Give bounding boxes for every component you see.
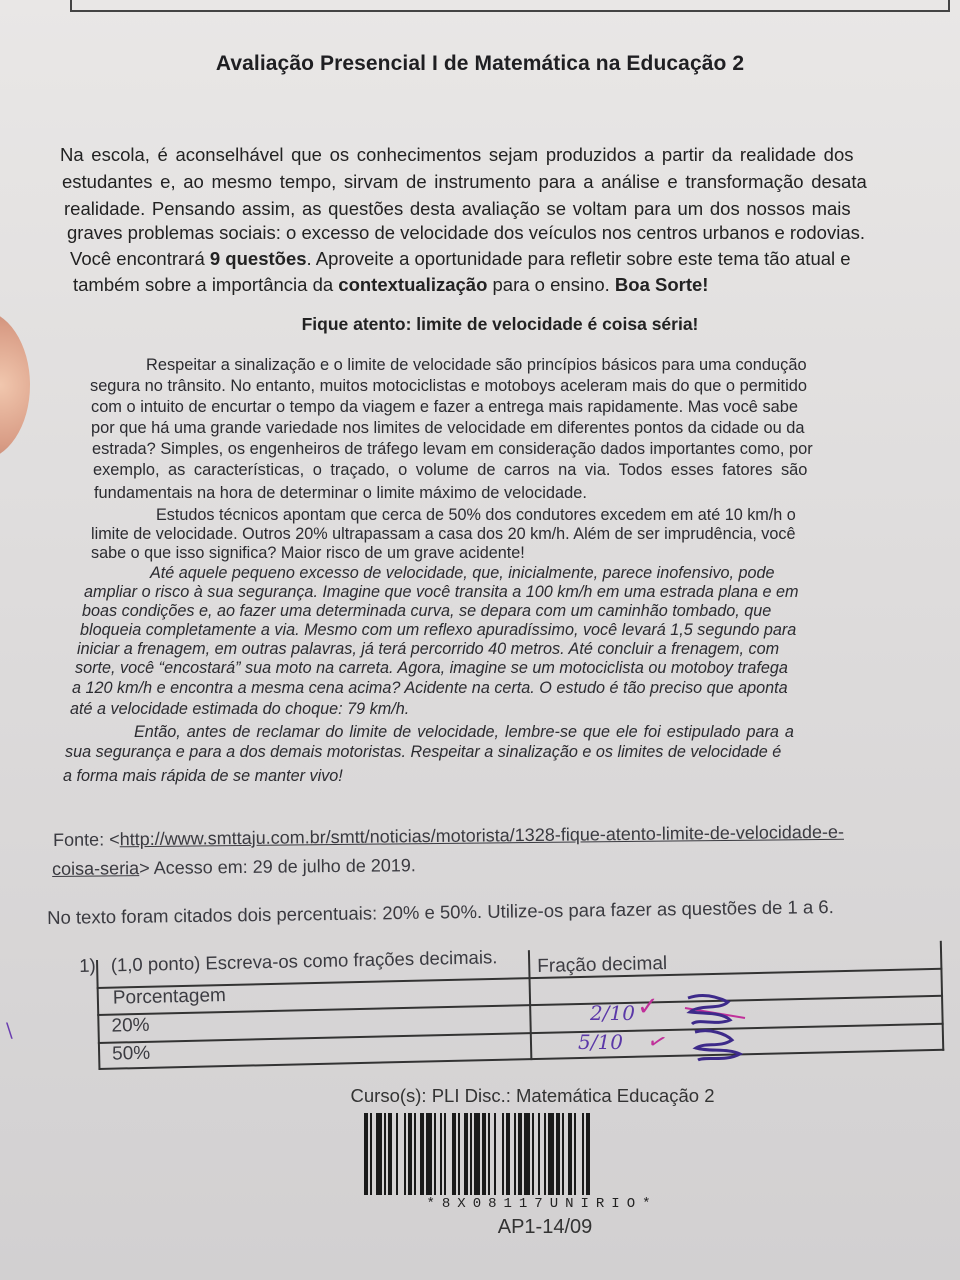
question-1-number: 1) bbox=[79, 954, 96, 976]
barcode-bar bbox=[452, 1113, 456, 1195]
barcode-bar bbox=[420, 1113, 424, 1195]
barcode-bar bbox=[514, 1113, 516, 1195]
barcode-bar bbox=[524, 1113, 530, 1195]
barcode-bar bbox=[574, 1113, 576, 1195]
answer-50-percent: 5/10 bbox=[578, 1030, 623, 1054]
article-p3-line: sorte, você “encostará” sua moto na carreta. Agora, imagine se um motociclista ou motoboy trafega bbox=[75, 659, 788, 677]
barcode-bar bbox=[488, 1113, 490, 1195]
barcode-icon bbox=[362, 1113, 722, 1205]
exam-code: AP1-14/09 bbox=[497, 1216, 593, 1238]
article-p3-line: boas condições e, ao fazer uma determinada curva, se depara com um caminhão tombado, que bbox=[82, 602, 772, 620]
keyword-contextualizacao: contextualização bbox=[338, 274, 488, 295]
barcode-bar bbox=[506, 1113, 510, 1195]
article-p4-line: a forma mais rápida de se manter vivo! bbox=[63, 767, 343, 785]
article-p3-line: até a velocidade estimada do choque: 79 km/h. bbox=[70, 700, 410, 718]
intro-line-1: Na escola, é aconselhável que os conhecimentos sejam produzidos a partir da realidade dos bbox=[60, 144, 854, 165]
header-fracao-decimal: Fração decimal bbox=[537, 953, 668, 977]
barcode-bar bbox=[568, 1113, 572, 1195]
article-p2-line: limite de velocidade. Outros 20% ultrapassam a casa dos 20 km/h. Além de ser imprudência, você bbox=[91, 525, 796, 543]
row-50-percent: 50% bbox=[111, 1042, 151, 1065]
article-p1-line: exemplo, as características, o traçado, o volume de carros na via. Todos esses fatores são bbox=[93, 461, 808, 479]
barcode-bar bbox=[538, 1113, 540, 1195]
barcode-bar bbox=[548, 1113, 554, 1195]
barcode-bar bbox=[404, 1113, 406, 1195]
table-border bbox=[98, 1049, 944, 1070]
question-count: 9 questões bbox=[209, 248, 307, 269]
intro-line-4: graves problemas sociais: o excesso de velocidade dos veículos nos centros urbanos e rodovias. bbox=[67, 222, 865, 243]
barcode-bar bbox=[482, 1113, 486, 1195]
article-p3-line: bloqueia completamente a via. Mesmo com um reflexo apuradíssimo, você levará 1,5 segundo para bbox=[80, 621, 797, 639]
grade-scribble-icon bbox=[650, 990, 750, 1070]
good-luck: Boa Sorte! bbox=[614, 274, 709, 295]
intro-line-6a: também sobre a importância da bbox=[73, 274, 339, 295]
article-p3-line: ampliar o risco à sua segurança. Imagine que você transita a 100 km/h em uma estrada plana e em bbox=[84, 583, 799, 601]
source-line-2 bbox=[52, 855, 416, 880]
intro-line-5c: . Aproveite a oportunidade para refletir sobre este tema tão atual e bbox=[306, 248, 851, 269]
barcode-bar bbox=[582, 1113, 584, 1195]
barcode-bar bbox=[434, 1113, 436, 1195]
course-label: Curso(s): PLI Disc.: Matemática Educação 2 bbox=[350, 1085, 715, 1106]
intro-line-5a: Você encontrará bbox=[70, 248, 210, 269]
barcode-bar bbox=[474, 1113, 480, 1195]
source-link[interactable]: http://www.smttaju.com.br/smtt/noticias/motorista/1328-fique-atento-limite-de-velocidade-e- bbox=[119, 821, 845, 850]
barcode-bar bbox=[586, 1113, 590, 1195]
barcode-bar bbox=[556, 1113, 560, 1195]
answer-table bbox=[96, 941, 944, 1070]
article-p3-line: iniciar a frenagem, em outras palavras, já terá percorrido 40 metros. Até concluir a frenagem, com bbox=[77, 640, 780, 658]
barcode-bar bbox=[444, 1113, 446, 1195]
barcode-text: *8X08117UNIRIO* bbox=[426, 1196, 658, 1212]
barcode-bar bbox=[396, 1113, 398, 1195]
article-p3-line: a 120 km/h e encontra a mesma cena acima? Acidente na certa. O estudo é tão preciso que aponta bbox=[72, 679, 788, 697]
article-p2-line: sabe o que isso significa? Maior risco de um grave acidente! bbox=[91, 544, 525, 562]
barcode-bar bbox=[376, 1113, 382, 1195]
source-line-1 bbox=[53, 822, 844, 851]
table-border bbox=[940, 941, 944, 1051]
barcode-bar bbox=[464, 1113, 468, 1195]
article-p2-line: Estudos técnicos apontam que cerca de 50% dos condutores excedem em até 10 km/h o bbox=[156, 506, 796, 524]
barcode-bar bbox=[370, 1113, 372, 1195]
row-20-percent: 20% bbox=[111, 1014, 150, 1037]
barcode-bar bbox=[426, 1113, 432, 1195]
article-p1-line: segura no trânsito. No entanto, muitos motociclistas e motoboys aceleram mais do que o permitido bbox=[90, 377, 807, 395]
intro-line-6c: para o ensino. bbox=[487, 274, 615, 295]
intro-line-2: estudantes e, ao mesmo tempo, sirvam de instrumento para a análise e transformação desata bbox=[62, 171, 867, 192]
source-link-end[interactable]: coisa-seria bbox=[52, 858, 140, 879]
barcode-bar bbox=[494, 1113, 496, 1195]
article-p1-line: estrada? Simples, os engenheiros de tráfego levam em consideração dados importantes como, por bbox=[92, 440, 813, 458]
barcode-bar bbox=[388, 1113, 392, 1195]
barcode-bar bbox=[458, 1113, 460, 1195]
article-p1-line: Respeitar a sinalização e o limite de velocidade são princípios básicos para uma condução bbox=[146, 356, 807, 374]
barcode-bar bbox=[562, 1113, 564, 1195]
source-access-date: > Acesso em: 29 de julho de 2019. bbox=[139, 855, 416, 879]
grader-check-icon: ✓ bbox=[637, 992, 659, 1022]
question-1-text: (1,0 ponto) Escreva-os como frações decimais. bbox=[110, 946, 498, 976]
article-subtitle: Fique atento: limite de velocidade é coisa séria! bbox=[301, 314, 699, 334]
source-prefix: Fonte: < bbox=[53, 829, 120, 850]
article-p4-line: sua segurança e para a dos demais motoristas. Respeitar a sinalização e os limites de velocidade é bbox=[65, 743, 782, 761]
article-p3-line: Até aquele pequeno excesso de velocidade, que, inicialmente, parece inofensivo, pode bbox=[150, 564, 775, 582]
grader-check-icon: ✓ bbox=[644, 1027, 671, 1058]
header-porcentagem: Porcentagem bbox=[112, 985, 227, 1009]
margin-mark: \ bbox=[6, 1018, 13, 1042]
article-p1-line: por que há uma grande variedade nos limites de velocidade em diferentes pontos da cidade ou da bbox=[91, 419, 805, 437]
barcode-bar bbox=[440, 1113, 442, 1195]
intro-line-5 bbox=[70, 248, 851, 270]
barcode-bar bbox=[532, 1113, 534, 1195]
article-p1-line: com o intuito de encurtar o tempo da viagem e fazer a entrega mais rapidamente. Mas você sabe bbox=[91, 398, 798, 416]
barcode-bar bbox=[414, 1113, 416, 1195]
table-border bbox=[98, 1023, 944, 1044]
top-border-box bbox=[70, 0, 950, 12]
barcode-bar bbox=[502, 1113, 504, 1195]
instructions: No texto foram citados dois percentuais: 20% e 50%. Utilize-os para fazer as questões de 1 a 6. bbox=[47, 896, 834, 928]
intro-line-3: realidade. Pensando assim, as questões desta avaliação se voltam para um dos nossos mais bbox=[64, 198, 851, 219]
barcode-bar bbox=[408, 1113, 412, 1195]
page-title: Avaliação Presencial I de Matemática na Educação 2 bbox=[215, 52, 745, 75]
answer-20-percent: 2/10 bbox=[590, 1001, 635, 1025]
barcode-bar bbox=[364, 1113, 368, 1195]
article-p4-line: Então, antes de reclamar do limite de velocidade, lembre-se que ele foi estipulado para a bbox=[134, 723, 794, 741]
barcode-bar bbox=[470, 1113, 472, 1195]
intro-line-6 bbox=[73, 274, 708, 296]
barcode-bar bbox=[544, 1113, 546, 1195]
barcode-bar bbox=[384, 1113, 386, 1195]
article-p1-line: fundamentais na hora de determinar o limite máximo de velocidade. bbox=[94, 484, 587, 502]
barcode-bar bbox=[518, 1113, 522, 1195]
